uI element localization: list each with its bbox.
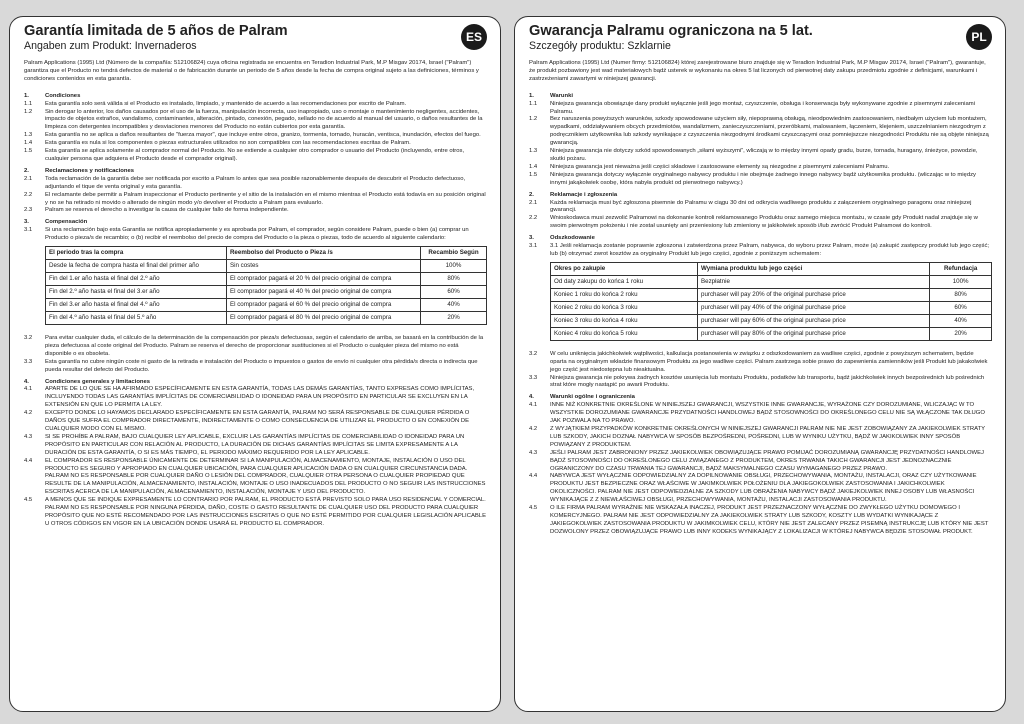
- clause-number: 4.3: [24, 433, 33, 440]
- spanish-warranty-panel: [9, 16, 501, 712]
- table-cell: Bezpłatnie: [698, 275, 930, 288]
- table-cell: Fin del 4.º año hasta el final del 5.º año: [46, 312, 227, 325]
- section-title: Odszkodowanie: [550, 235, 595, 242]
- table-row: [46, 286, 487, 299]
- clause: [529, 164, 991, 172]
- clause-number: 1.1: [24, 100, 33, 107]
- clause: [24, 148, 486, 164]
- table-row: [551, 314, 992, 327]
- clause-text: Niniejsza gwarancja jest nieważna jeśli części składowe i zastosowane elementy są niezgodne z pisemnymi zaleceniami Palramu.: [550, 163, 890, 170]
- table-row: [551, 301, 992, 314]
- column-header: Wymiana produktu lub jego części: [698, 262, 930, 275]
- clause-number: 3.3: [529, 374, 538, 381]
- polish-warranty-panel: [514, 16, 1006, 712]
- compensation-table: [550, 262, 992, 341]
- table-cell: 80%: [930, 288, 992, 301]
- clause-text: W celu uniknięcia jakichkolwiek wątpliwości, kalkulacja postanowienia w związku z odszkodowaniem za wadliwe części, zgodnie z powyższym schematem, będzie oparta na oryginalnym wkładzie finansowym Produktu za jego wadliwe części. Palram zastrzega sobie prawo do zapewnienia zamienników jeśli Produkt lub jakakolwiek jego część jest niedostępna lub nieaktualna.: [550, 350, 988, 373]
- table-row: [46, 260, 487, 273]
- column-header: Reembolso del Producto o Pieza /s: [226, 247, 420, 260]
- clause: [529, 351, 991, 375]
- clause-text: Toda reclamación de la garantía debe ser notificada por escrito a Palram lo antes que sea posible razonablemente después de descubrir el Producto defectuoso, adjuntando el tique de venta original y esta garantía.: [45, 175, 466, 190]
- table-row: [551, 327, 992, 340]
- clause-number: 1.3: [24, 132, 33, 139]
- section-claims: [529, 192, 991, 232]
- column-header: El periodo tras la compra: [46, 247, 227, 260]
- table-cell: 40%: [421, 299, 487, 312]
- clause-text: Niniejsza gwarancja nie pokrywa żadnych kosztów usunięcia lub montażu Produktu, podatków lub transportu, bądź jakichkolwiek innych bezpośrednich lub pośrednich strat które mogły nastąpić po awarii Produktu.: [550, 374, 985, 389]
- table-row: [46, 273, 487, 286]
- section-conditions: [24, 93, 486, 164]
- clause-number: 2.2: [529, 215, 538, 222]
- clause-number: 2.1: [24, 175, 33, 182]
- table-row: [46, 299, 487, 312]
- clause: [529, 505, 991, 537]
- table-cell: Desde la fecha de compra hasta el final del primer año: [46, 260, 227, 273]
- table-cell: 20%: [930, 327, 992, 340]
- clause-text: Niniejsza gwarancja nie dotyczy szkód spowodowanych „siłami wyższymi”, wliczają w to między innymi opady gradu, burze, tornada, huragany, śnieżyce, powodzie, skutki pożaru.: [550, 148, 978, 162]
- clause: [529, 101, 991, 117]
- clause-text: SI SE PROHÍBE A PALRAM, BAJO CUALQUIER LEY APLICABLE, EXCLUIR LAS GARANTÍAS IMPLÍCITAS DE COMERCIABILIDAD O IDONEIDAD PARA UN PROPÓSITO EN PARTICULAR CON RELACIÓN AL PRODUCTO, LA DURACIÓN DE DICHAS GARANTÍAS IMPLÍCITAS SE LIMITA EXPRESAMENTE A LA DURACIÓN DE ESTA GARANTÍA, O SI ES MÁS TIEMPO, EL PERIODO MÁXIMO REQUERIDO POR LA LEY APLICABLE.: [45, 433, 465, 456]
- clause-number: 1.2: [529, 116, 538, 123]
- clause-text: Si una reclamación bajo esta Garantía se notifica apropiadamente y es aprobada por Palram, el comprador, según considere Palram, puede o bien (a) comprar un Producto o pieza/s de recambio; o (b) recibir el reembolso del precio de compra del Producto o la pieza o piezas, todo de acuerdo al siguiente calendario:: [45, 227, 469, 242]
- language-badge-pl: PL: [966, 24, 992, 50]
- clause: [24, 410, 486, 434]
- section-title: Warunki: [550, 92, 574, 99]
- clause-number: 3.2: [24, 335, 33, 342]
- clause: [529, 243, 991, 259]
- section-title: Condiciones: [45, 92, 81, 99]
- table-cell: El comprador pagará el 40 % del precio original de compra: [226, 286, 420, 299]
- clause: [24, 386, 486, 410]
- table-header-row: [551, 262, 992, 275]
- section-title: Reklamacje i zgłoszenia: [550, 191, 618, 198]
- clause-text: Bez naruszenia powyższych warunków, szkody spowodowane użyciem siły, niepoprawną obsługą, nieodpowiednim zastosowaniem, niedbałym użyciem lub montażem, wypadkami, oddziaływaniem obcych przedmiotów, wandalizmem, zanieczyszczeniami, przeróbkami, malowaniem, łączeniem, klejeniem, uszczelnianiem niezgodnym z podręcznikiem użytkownika lub szkody wynikające z czyszczenia niezgodnymi środkami czyszczącymi oraz pomniejszcze niezgodności Produktu nie są objęte niniejszą gwarancją.: [550, 116, 989, 147]
- table-cell: Koniec 1 roku do końca 2 roku: [551, 288, 698, 301]
- compensation-table: [45, 246, 487, 325]
- table-cell: El comprador pagará el 60 % del precio original de compra: [226, 299, 420, 312]
- clause-text: Wnioskodawca musi zezwolić Palramowi na dokonanie kontroli reklamowanego Produktu oraz samego miejsca montażu, w czasie gdy Produkt nadal znajduje się w swoim pierwotnym położeniu i nie został usunięty ani przeniesiony lub zmieniony w jakikolwiek sposób i/lub zwrócić Produkt Palramowi do kontroli.: [550, 215, 978, 230]
- clause: [529, 148, 991, 164]
- column-header: Okres po zakupie: [551, 262, 698, 275]
- clause-text: APARTE DE LO QUE SE HA AFIRMADO ESPECÍFICAMENTE EN ESTA GARANTÍA, TODAS LAS DEMÁS GARANTÍAS, TANTO EXPRESAS COMO IMPLÍCITAS, INCLUYENDO TODAS LAS GARANTÍAS IMPLÍCITAS DE COMERCIABILIDAD O IDONEIDAD PARA UN PROPÓSITO EN PARTICULAR SE EXCLUYEN EN LA EXTENSIÓN EN QUE LO PERMITA LA LEY.: [45, 386, 475, 409]
- clause-text: Z WYJĄTKIEM PRZYPADKÓW KONKRETNIE OKREŚLONYCH W NINIEJSZEJ GWARANCJI PALRAM NIE NIE JEST ZOBOWIĄZANY ZA JAKIEKOLWIEK STRATY LUB SZKODY, JAKICH DOZNAŁ NABYWCA W SPOSÓB BEZPOŚREDNI, POŚREDNI, LUB W WYNIKU UŻYTKU, BĄDŹ W JAKIKOLWIEK INNY SPOSÓB POWIĄZANY Z PRODUKTEM.: [550, 426, 985, 448]
- clause-number: 4.5: [24, 497, 33, 504]
- clause-number: 4.4: [24, 457, 33, 464]
- table-cell: 80%: [421, 273, 487, 286]
- clause-number: 4.2: [529, 426, 538, 432]
- table-cell: El comprador pagará el 80 % del precio original de compra: [226, 312, 420, 325]
- clause-number: 1.4: [529, 163, 538, 170]
- clause: [24, 359, 486, 375]
- section-general-conditions: [529, 394, 991, 536]
- clause: [529, 402, 991, 426]
- section-number: 4.: [24, 378, 29, 385]
- section-compensation: [529, 235, 991, 390]
- table-cell: Koniec 4 roku do końca 5 roku: [551, 327, 698, 340]
- clause: [24, 227, 486, 243]
- clause-number: 4.5: [529, 505, 538, 512]
- table-cell: 100%: [930, 275, 992, 288]
- clause-number: 4.4: [529, 473, 538, 480]
- table-cell: Koniec 3 roku do końca 4 roku: [551, 314, 698, 327]
- clause-text: EL COMPRADOR ES RESPONSABLE ÚNICAMENTE DE DETERMINAR SI LA MANIPULACIÓN, ALMACENAMIENTO, MONTAJE, INSTALACIÓN O USO DEL PRODUCTO ES SEGURO Y APROPIADO EN CUALQUIER UBICACIÓN, PARA CUALQUIER APLICACIÓN DADA O EN CUALQUIER CIRCUNSTANCIA DADA. PALRAM NO ES RESPONSABLE POR CUALQUIER DAÑO O LESIÓN DEL COMPRADOR, CUALQUIER OTRA PERSONA O CUALQUIER PROPIEDAD QUE RESULTE DE LA MANIPULACIÓN, ALMACENAMIENTO, INSTALACIÓN, MONTAJE O USO INADECUADOS DEL PRODUCTO O NO SEGUIR LAS INSTRUCCIONES ESCRITAS ACERCA DE LA MANIPULACIÓN, ALMACENAMIENTO, INSTALACIÓN, MONTAJE Y USO DEL PRODUCTO.: [45, 457, 486, 496]
- clause-number: 2.3: [24, 207, 33, 214]
- table-row: [46, 312, 487, 325]
- column-header: Refundacja: [930, 262, 992, 275]
- section-title: Warunki ogólne i ograniczenia: [550, 394, 635, 401]
- clause: [24, 109, 486, 133]
- clause-text: EXCEPTO DONDE LO HAYAMOS DECLARADO ESPECÍFICAMENTE EN ESTA GARANTÍA, PALRAM NO SERÁ RESPONSABLE DE CUALQUIER PÉRDIDA O DAÑOS QUE SUFRA EL COMPRADOR DIRECTAMENTE, INDIRECTAMENTE O COMO CONSECUENCIA DE UTILIZAR EL PRODUCTO O EN CONEXIÓN DE CUALQUIER MODO CON EL MISMO.: [45, 410, 470, 432]
- clause-text: El reclamante debe permitir a Palram inspeccionar el Producto pertinente y el sitio de la instalación en el mismo mientras el Producto está todavía en su posición original y no se ha retirado ni movido o alterado de ningún modo y/o devolver el Producto a Palram para evaluarlo.: [45, 191, 486, 206]
- table-cell: Koniec 2 roku do końca 3 roku: [551, 301, 698, 314]
- clause-text: Esta garantía solo será válida si el Producto es instalado, limpiado, y mantenido de acuerdo a las recomendaciones por escrito de Palram.: [45, 100, 407, 107]
- clause-text: JEŚLI PALRAM JEST ZABRONIONY PRZEZ JAKIEKOLWIEK OBOWIĄZUJĄCE PRAWO POMIJAĆ DOROZUMIANĄ GWARANCJĘ PRZYDATNOŚCI HANDLOWEJ BĄDŹ STOSOWNOŚCI DO OKREŚLONEGO CELU ZWIĄZANEGO Z PRODUKTEM, OKRES TRWANIA TAKICH GWARANCJI JEST JEDNOZNACZNIE OGRANICZONY DO CZASU TRWANIA TEJ GWARANCJI, BĄDŹ MAKSYMALNEGO CZASU WYMAGANEGO PRZEZ PRAWO.: [550, 449, 984, 472]
- table-header-row: [46, 247, 487, 260]
- clause-text: Esta garantía es nula si los componentes o piezas estructurales utilizados no son compatibles con las recomendaciones escritas de Palram.: [45, 140, 411, 147]
- clause: [24, 434, 486, 458]
- clause-text: 3.1 Jeśli reklamacja zostanie poprawnie zgłoszona i zatwierdzona przez Palram, nabywca, do wyboru przez Palram, może (a) zakupić zastępczy produkt lub jego część; lub (b) otrzymać zwrot kosztów za oryginalny Produkt lub jego części, zgodnie z poniższym schematem:: [550, 243, 990, 257]
- clause: [529, 450, 991, 474]
- clause: [529, 200, 991, 216]
- clause-text: A MENOS QUE SE INDIQUE EXPRESAMENTE LO CONTRARIO POR PALRAM, EL PRODUCTO ESTÁ PREVISTO SOLO PARA USO RESIDENCIAL Y COMERCIAL. PALRAM NO ES RESPONSABLE POR NINGUNA PÉRDIDA, DAÑO, COSTE O GASTO RESULTANTE DE CUALQUIER USO DEL PRODUCTO PARA CUALQUIER PROPÓSITO QUE NO ESTÉ RECOMENDADO POR LAS INSTRUCCIONES ESCRITAS O QUE NO ESTÉ PERMITIDO POR CUALQUIER LEGISLACIÓN APLICABLE U OTROS CÓDIGOS EN VIGOR EN LA UBICACIÓN DONDE USARÁ EL PRODUCTO EL COMPRADOR.: [45, 497, 487, 527]
- clause-text: O ILE FIRMA PALRAM WYRAŹNIE NIE WSKAZAŁA INACZEJ, PRODUKT JEST PRZEZNACZONY WYŁĄCZNIE DO ZWYKŁEGO UŻYTKU DOMOWEGO I KOMERCYJNEGO. PALRAM NIE JEST ODPOWIEDZIALNY ZA JAKIEKOLWIEK STRATY LUB SZKODY, KOSZTY LUB WYDATKI WYNIKAJĄCE Z JAKIEGOKOLWIEK ZASTOSOWANIA PRODUKTU W JAKIMKOLWIEK CELU, KTÓRY NIE JEST ZALECANY PRZEZ PISEMNĄ INSTRUKCJĘ LUB KTÓRY NIE JEST DOZWOLONY PRZEZ OBOWIĄZUJĄCE PRAWO LUB INNY KODEKS WYNIKAJĄCY Z LOKALIZACJI W KTÓREJ NABYWCA BĘDZIE STOSOWAŁ PRODUKT.: [550, 505, 989, 535]
- clause: [529, 375, 991, 391]
- clause-number: 3.1: [24, 227, 33, 234]
- clause: [24, 207, 486, 215]
- clause-text: Niniejsza gwarancja dotyczy wyłącznie oryginalnego nabywcy produktu i nie obejmuje żadnego innego nabywcy bądź użytkownika produktu. (wliczając w to między innymi jakąkolwiek osobę, która nabyła produkt od pierwotnego nabywcy.): [550, 171, 976, 186]
- clause-number: 4.1: [529, 402, 538, 409]
- clause: [529, 116, 991, 148]
- page-subtitle: Angaben zum Produkt: Invernaderos: [24, 40, 197, 52]
- clause-text: Sin derogar lo anterior, los daños causados por el uso de la fuerza, manipulación incorrecta, uso inapropiado, uso o montaje o mantenimiento negligentes, accidentes, impacto de objetos extraños, vandalismo, contaminantes, alteración, pintado, conexión, pegado, sellado no de acuerdo al manual del usuario, o daños resultantes de la limpieza con detergentes incompatibles y desviaciones menores del Producto no están cubiertos por esta garantía.: [45, 108, 483, 131]
- clause-number: 3.1: [529, 243, 538, 250]
- clause-number: 1.1: [529, 100, 538, 107]
- clause: [24, 101, 486, 109]
- intro-paragraph: Palram Applications (1995) Ltd (Número de la compañía: 512106824) cuya oficina registrada se encuentra en Teradion Industrial Park, M.P Misgav 20174, Israel ("Palram") garantiza que el Producto no tendrá defectos de material o de fabricación durante un periodo de 5 años desde la fecha de compra original sujeto a las definiciones, términos y condiciones contenidos en esta garantía.: [24, 60, 479, 82]
- clause-number: 2.1: [529, 199, 538, 206]
- clause: [24, 497, 486, 529]
- column-header: Recambio Según: [421, 247, 487, 260]
- table-cell: Fin del 1.er año hasta el final del 2.º año: [46, 273, 227, 286]
- table-cell: El comprador pagará el 20 % del precio original de compra: [226, 273, 420, 286]
- clause: [24, 192, 486, 208]
- clause-text: Niniejsza gwarancja obowiązuje dany produkt wyłącznie jeśli jego montaż, czyszczenie, obsługa i konserwacja były wykonywane zgodnie z pisemnymi zaleceniami Palramu.: [550, 100, 975, 115]
- clause-text: INNE NIŻ KONKRETNIE OKREŚLONE W NINIEJSZEJ GWARANCJI, WSZYSTKIE INNE GWARANCJE, WYRAŻONE CZY DOROZUMIANE, WLICZAJĄC W TO WSZYSTKIE DOROZUMIANE GWARANCJE PRZYDATNOŚCI HANDLOWEJ BĄDŹ STOSOWNOŚCI DO OKREŚLONEGO CELU NIE SĄ WŁĄCZONE TAK DŁUGO JAK POZWALA NA TO PRAWO.: [550, 402, 985, 425]
- clause: [24, 458, 486, 498]
- section-general-conditions: [24, 379, 486, 529]
- section-number: 2.: [24, 167, 29, 174]
- clause-number: 1.2: [24, 108, 33, 115]
- clause-text: Esta garantía se aplica solamente al comprador normal del Producto. No se extiende a cualquier otro comprador o usuario del Producto (incluyendo, entre otros, cualquier persona que adquiera el Producto desde el comprador original).: [45, 148, 465, 162]
- clause-number: 3.3: [24, 358, 33, 365]
- clause: [24, 176, 486, 192]
- section-number: 3.: [24, 219, 29, 226]
- section-number: 1.: [529, 92, 534, 99]
- table-cell: purchaser will pay 40% of the original purchase price: [698, 301, 930, 314]
- clause-number: 1.3: [529, 148, 538, 155]
- clause: [529, 473, 991, 505]
- table-cell: 20%: [421, 312, 487, 325]
- clause: [529, 215, 991, 231]
- table-cell: purchaser will pay 80% of the original purchase price: [698, 327, 930, 340]
- clause-number: 4.2: [24, 410, 33, 417]
- table-cell: purchaser will pay 60% of the original purchase price: [698, 314, 930, 327]
- clause-number: 1.5: [24, 148, 33, 155]
- section-number: 2.: [529, 191, 534, 198]
- clause-number: 2.2: [24, 191, 33, 198]
- table-row: [551, 288, 992, 301]
- clause-text: Każda reklamacja musi być zgłoszona pisemnie do Palramu w ciągu 30 dni od odkrycia wadliwego produktu z załączeniem oryginalnego paragonu oraz niniejszej gwarancji.: [550, 199, 972, 214]
- clause-number: 4.1: [24, 386, 33, 393]
- table-cell: 100%: [421, 260, 487, 273]
- clause: [529, 426, 991, 450]
- table-cell: Fin del 3.er año hasta el final del 4.º año: [46, 299, 227, 312]
- clause-text: Esta garantía no se aplica a daños resultantes de "fuerza mayor", que incluye entre otros, granizo, tormenta, tornado, huracán, ventisca, inundación, efectos del fuego.: [45, 132, 481, 139]
- clause-number: 3.2: [529, 350, 538, 357]
- table-cell: 60%: [421, 286, 487, 299]
- section-conditions: [529, 93, 991, 188]
- clause-number: 4.3: [529, 449, 538, 456]
- table-cell: Sin costes: [226, 260, 420, 273]
- clause: [24, 335, 486, 359]
- language-badge-es: ES: [461, 24, 487, 50]
- table-cell: 40%: [930, 314, 992, 327]
- table-cell: Od daty zakupu do końca 1 roku: [551, 275, 698, 288]
- table-row: [551, 275, 992, 288]
- table-cell: Fin del 2.º año hasta el final del 3.er año: [46, 286, 227, 299]
- intro-paragraph: Palram Applications (1995) Ltd (Numer firmy: 512106824) której zarejestrowane biuro znajduje się w Teradion Industrial Park, M.P Misgav 20174, Israel ("Palram"), gwarantuje, że produkt pozbawiony jest wad materiałowych bądź usterek w wykonaniu na okres 5 lat liczonych od pierwotnej daty zakupu przedmiotu zgodnie z definicjami, warunkami i zastrzeżeniami zawartymi w niniejszej gwarancji.: [529, 60, 986, 82]
- section-number: 1.: [24, 92, 29, 99]
- section-claims: [24, 168, 486, 215]
- section-title: Compensación: [45, 219, 88, 226]
- clause-text: Para evitar cualquier duda, el cálculo de la determinación de la compensación por pieza/s defectuosas, según el calendario de arriba, se basará en la contribución de la pieza defectuosa al coste original del Producto. Palram se reserva el derecho de proporcionar sustituciones si el Producto o cualquier pieza del mismo no está disponible o es obsoleta.: [45, 335, 484, 357]
- section-compensation: [24, 219, 486, 374]
- clause-text: Palram se reserva el derecho a investigar la causa de cualquier fallo de forma independiente.: [45, 207, 289, 214]
- table-cell: 60%: [930, 301, 992, 314]
- clause-text: Esta garantía no cubre ningún coste ni gasto de la retirada e instalación del Producto o impuestos o gastos de envío ni cualquier otra pérdida/s directa o indirecta que pueda resultar del defecto del Producto.: [45, 358, 478, 373]
- section-number: 3.: [529, 235, 534, 242]
- clause-number: 1.4: [24, 140, 33, 147]
- section-title: Condiciones generales y limitaciones: [45, 378, 151, 385]
- clause-text: NABYWCA JEST WYŁĄCZNIE ODPOWIEDZIALNY ZA DOPILNOWANIE OBSŁUGI, PRZECHOWYWANIA, MONTAŻU, INSTALACJI, ORAZ CZY UŻYTKOWANIE PRODUKTU JEST BEZPIECZNE ORAZ WŁAŚCIWE W JAKIMKOLWIEK POŁOŻENIU DLA JAKIEGOKOLWIEK ZASTOSOWANIA I JAKICHKOLWIEK OKOLICZNOŚCI. PALRAM NIE JEST ODPOWIEDZIALNE ZA SZKODY LUB OBRAŻENIA NABYWCY BĄDŹ JAKIEJKOLWIEK INNEJ OSOBY LUB WŁASNOŚCI WYNIKAJĄCE Z Z NIEWŁAŚCIWEJ OBSŁUGI, PRZECHOWYWANIA, MONTAŻU, INSTALACJI ZASTOSOWANIA PRODUKTU.: [550, 473, 977, 504]
- page-title: Garantía limitada de 5 años de Palram: [24, 23, 288, 39]
- clause: [529, 172, 991, 188]
- clause: [24, 132, 486, 140]
- section-title: Reclamaciones y notificaciones: [45, 167, 135, 174]
- clause: [24, 140, 486, 148]
- clause-number: 1.5: [529, 171, 538, 178]
- table-cell: purchaser will pay 20% of the original purchase price: [698, 288, 930, 301]
- section-number: 4.: [529, 394, 534, 401]
- page-title: Gwarancja Palramu ograniczona na 5 lat.: [529, 23, 813, 39]
- page-subtitle: Szczegóły produktu: Szklarnie: [529, 40, 671, 52]
